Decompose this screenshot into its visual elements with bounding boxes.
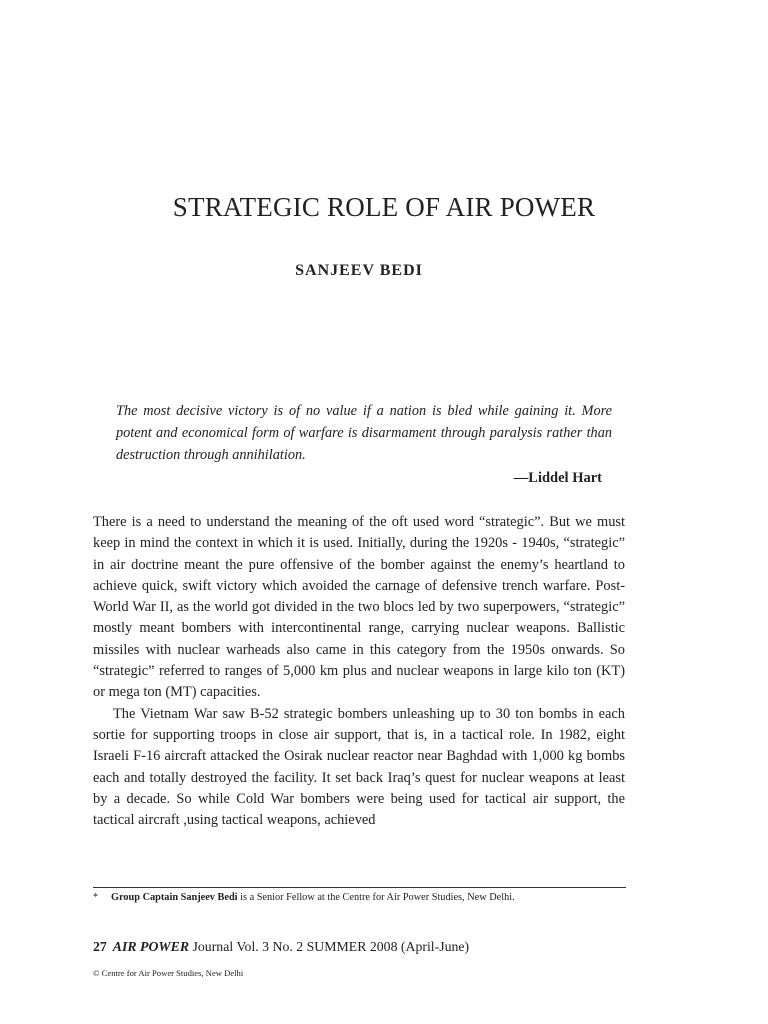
body-paragraph-1: There is a need to understand the meaning of the oft used word “strategic”. But we must keep in mind the context in which it is used. Initially, during the 1920s - 1940s, “strategic” in air doctrine meant the pure offensive of the bomber against the enemy’s heartland to achieve quick, swift victory which avoided the carnage of defensive trench warfare. Post-World War II, as the world got divided in the two blocs led by two superpowers, “strategic” mostly meant bombers with intercontinental range, carrying nuclear weapons. Ballistic missiles with nuclear warheads also came in this category from the 1950s onwards. So “strategic” referred to ranges of 5,000 km plus and nuclear weapons in large kilo ton (KT) or mega ton (MT) capacities. — [93, 514, 625, 701]
epigraph-quote: The most decisive victory is of no value if a nation is bled while gaining it. More potent and economical form of warfare is disarmament through paralysis rather than destruction through annihilation. — [116, 403, 612, 463]
journal-name: AIR POWER — [112, 939, 190, 954]
footnote-author-name: Group Captain Sanjeev Bedi — [111, 892, 238, 903]
epigraph-attribution: —Liddel Hart — [513, 470, 602, 486]
article-title: STRATEGIC ROLE OF AIR POWER — [172, 192, 596, 222]
article-author: SANJEEV BEDI — [295, 262, 423, 279]
copyright-notice: © Centre for Air Power Studies, New Delhi — [93, 968, 244, 978]
page-number: 27 — [93, 939, 107, 954]
body-paragraph-2: The Vietnam War saw B-52 strategic bombers unleashing up to 30 ton bombs in each sortie for supporting troops in close air support, that is, in a tactical role. In 1982, eight Israeli F-16 aircraft attacked the Osirak nuclear reactor near Baghdad with 1,000 kg bombs each and totally destroyed the facility. It set back Iraq’s quest for nuclear weapons at least by a decade. So while Cold War bombers were being used for tactical air support, the tactical aircraft ,using tactical weapons, achieved — [93, 705, 625, 829]
footnote-marker: * — [93, 892, 99, 903]
journal-footer — [93, 939, 469, 955]
author-footnote — [93, 892, 515, 903]
journal-issue: Journal Vol. 3 No. 2 SUMMER 2008 (April-June) — [189, 939, 470, 954]
footnote-text: is a Senior Fellow at the Centre for Air Power Studies, New Delhi. — [237, 892, 515, 903]
footnote-divider — [93, 887, 626, 888]
article-body — [93, 512, 625, 831]
